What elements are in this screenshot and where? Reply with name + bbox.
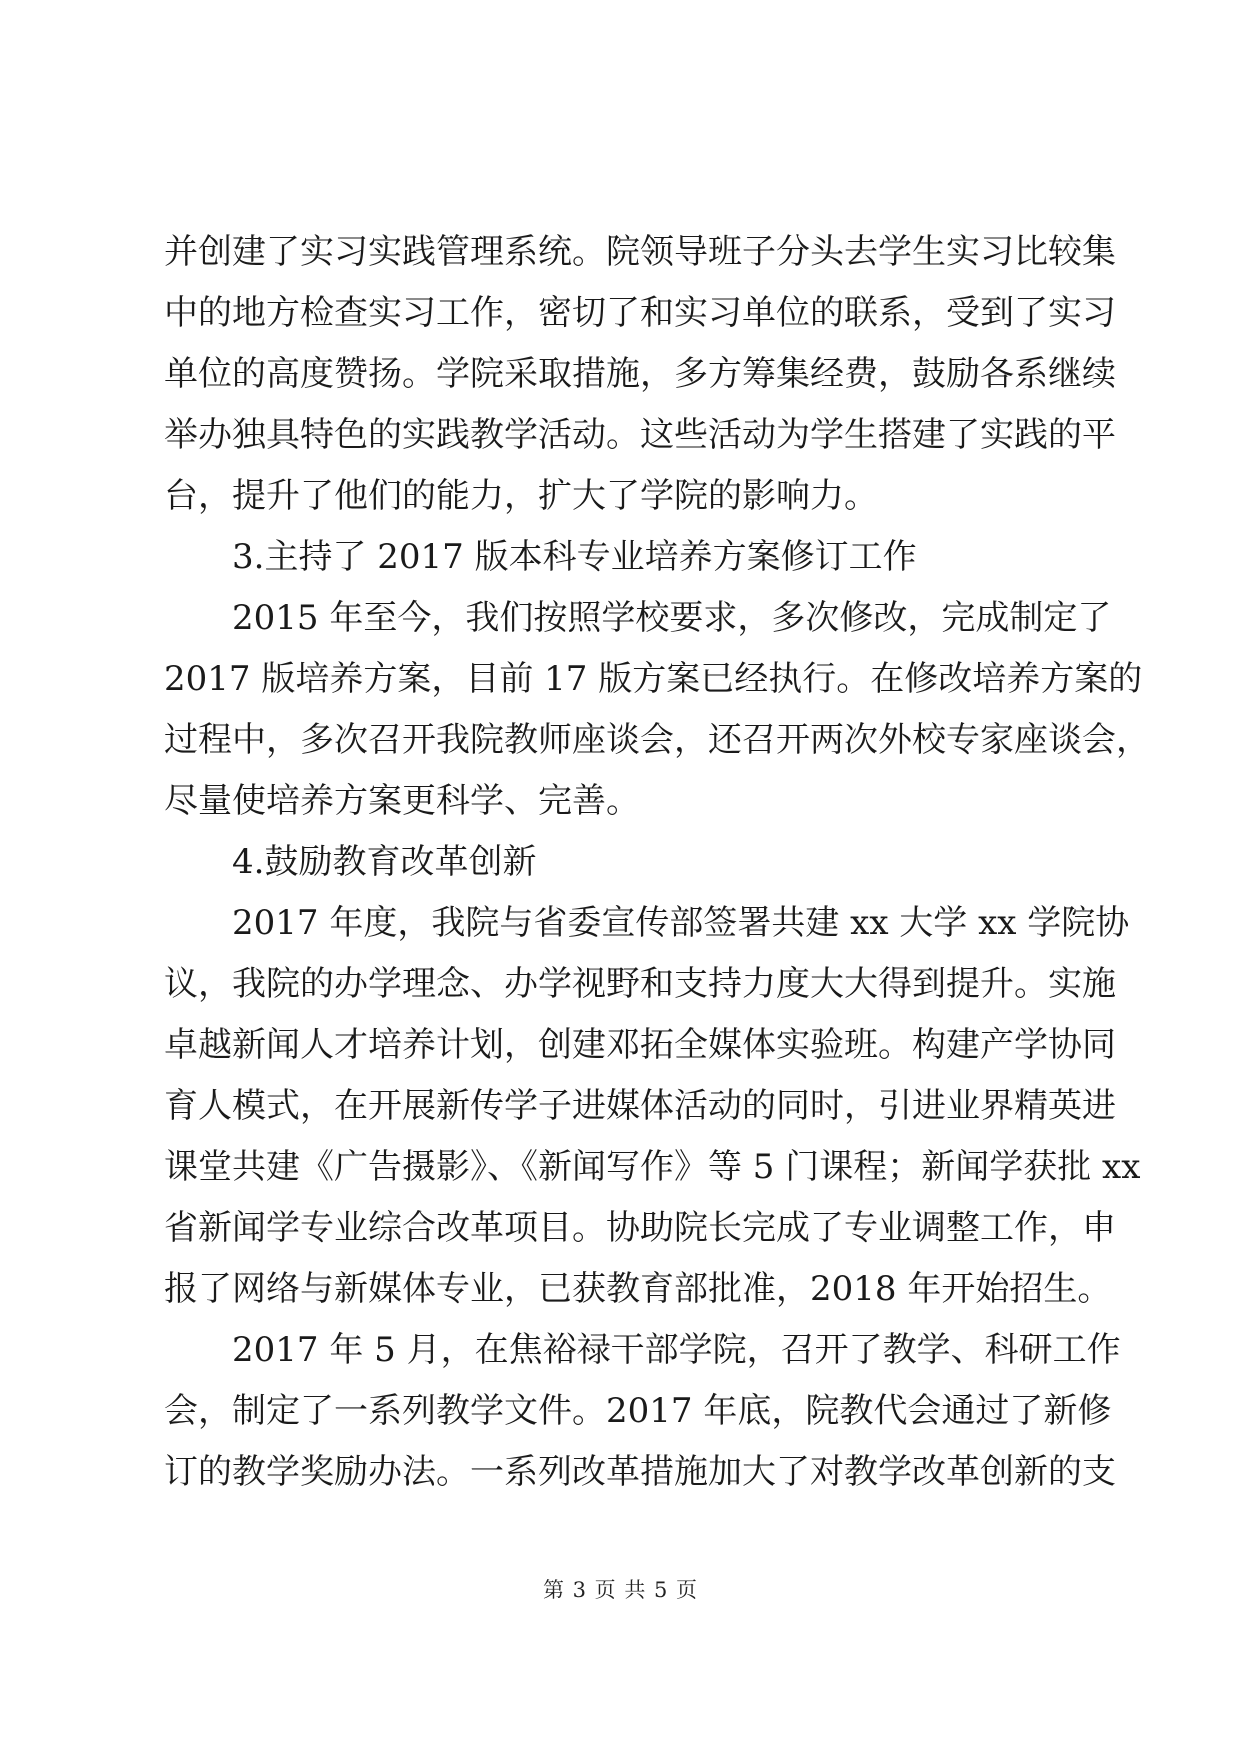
text-line: 单位的高度赞扬。学院采取措施，多方筹集经费，鼓励各系继续 [164,354,1116,394]
text-line: 中的地方检查实习工作，密切了和实习单位的联系，受到了实习 [164,293,1116,333]
document-body [164,222,1150,1503]
section-heading: 4.鼓励教育改革创新 [232,842,537,882]
text-line: 议，我院的办学理念、办学视野和支持力度大大得到提升。实施 [164,964,1116,1004]
text-line: 2017 版培养方案，目前 17 版方案已经执行。在修改培养方案的 [164,659,1143,699]
section-heading: 3.主持了 2017 版本科专业培养方案修订工作 [232,537,917,577]
text-line: 课堂共建《广告摄影》、《新闻写作》等 5 门课程；新闻学获批 xx [164,1147,1141,1187]
text-line: 举办独具特色的实践教学活动。这些活动为学生搭建了实践的平 [164,415,1116,455]
text-line: 育人模式，在开展新传学子进媒体活动的同时，引进业界精英进 [164,1086,1116,1126]
text-line: 会，制定了一系列教学文件。2017 年底，院教代会通过了新修 [164,1391,1112,1431]
page-number-footer: 第 3 页 共 5 页 [542,1578,699,1602]
text-line: 省新闻学专业综合改革项目。协助院长完成了专业调整工作，申 [164,1208,1116,1248]
paragraph-first-line: 2017 年 5 月，在焦裕禄干部学院，召开了教学、科研工作 [232,1330,1121,1370]
text-line: 订的教学奖励办法。一系列改革措施加大了对教学改革创新的支 [164,1452,1116,1492]
text-line: 台，提升了他们的能力，扩大了学院的影响力。 [164,476,878,516]
text-line: 过程中，多次召开我院教师座谈会，还召开两次外校专家座谈会， [164,720,1150,760]
text-line: 卓越新闻人才培养计划，创建邓拓全媒体实验班。构建产学协同 [164,1025,1116,1065]
text-line: 报了网络与新媒体专业，已获教育部批准，2018 年开始招生。 [164,1269,1112,1309]
paragraph-first-line: 2015 年至今，我们按照学校要求，多次修改，完成制定了 [232,598,1112,638]
text-line: 尽量使培养方案更科学、完善。 [164,781,640,821]
paragraph-first-line: 2017 年度，我院与省委宣传部签署共建 xx 大学 xx 学院协 [232,903,1130,943]
text-line: 并创建了实习实践管理系统。院领导班子分头去学生实习比较集 [164,232,1116,272]
